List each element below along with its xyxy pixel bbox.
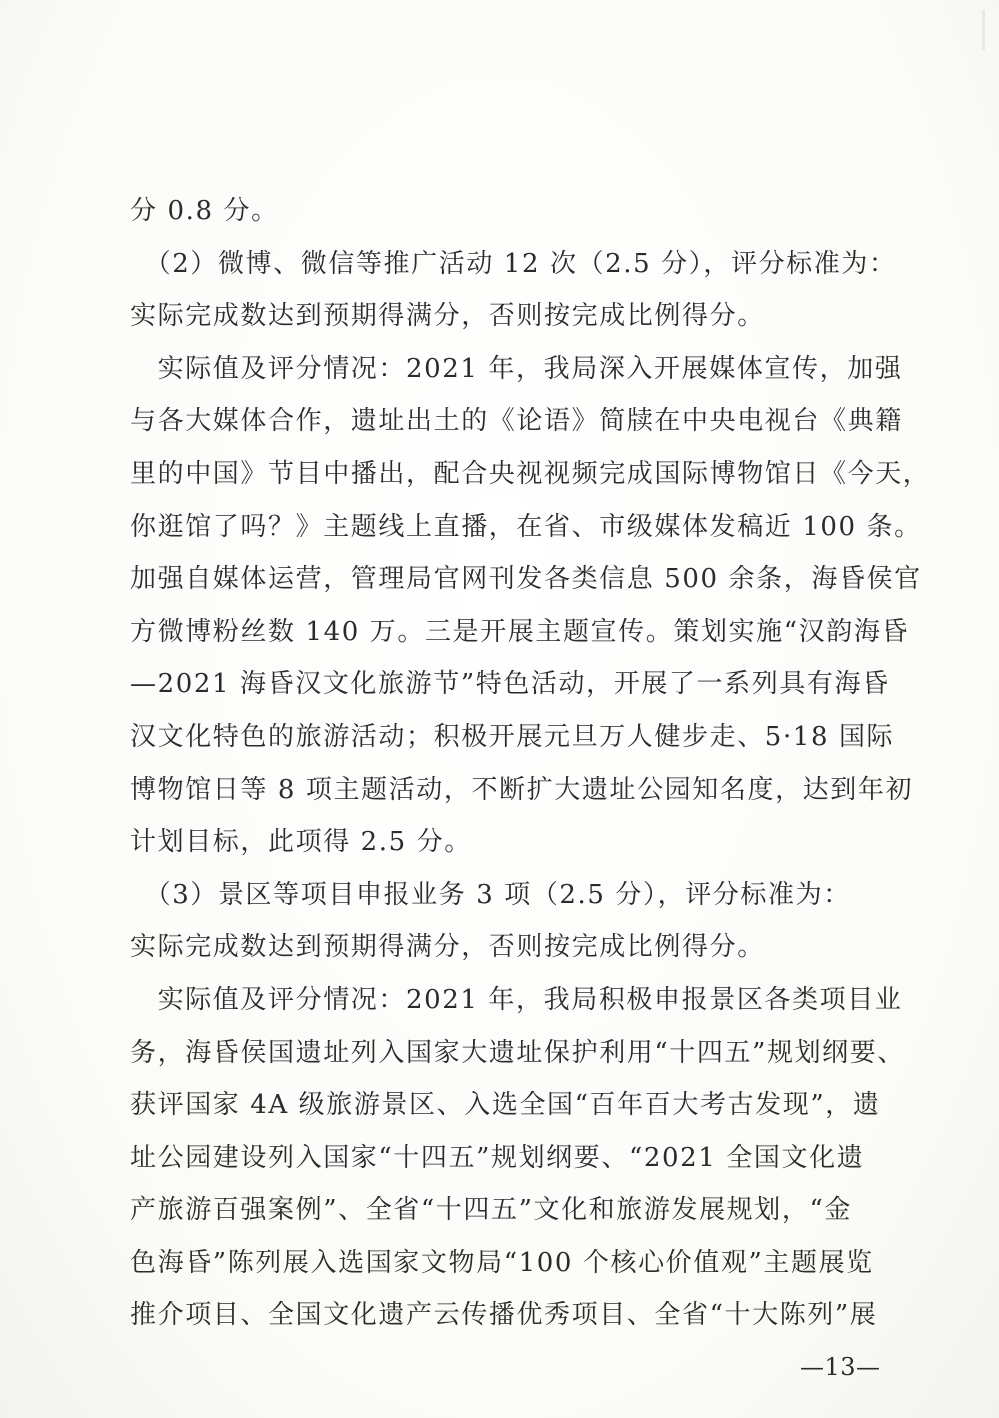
text-line: 址公园建设列入国家“十四五”规划纲要、“2021 全国文化遗: [130, 1142, 865, 1173]
text-line: 色海昏”陈列展入选国家文物局“100 个核心价值观”主题展览: [130, 1247, 874, 1278]
text-line: 博物馆日等 8 项主题活动，不断扩大遗址公园知名度，达到年初: [130, 774, 914, 805]
text-line: （3）景区等项目申报业务 3 项（2.5 分），评分标准为：: [130, 879, 851, 910]
text-line: 你逛馆了吗？》主题线上直播，在省、市级媒体发稿近 100 条。: [130, 511, 922, 542]
text-line: 分 0.8 分。: [130, 196, 279, 226]
text-line: （2）微博、微信等推广活动 12 次（2.5 分），评分标准为：: [130, 248, 897, 279]
text-line: 计划目标，此项得 2.5 分。: [130, 827, 472, 858]
text-line: —2021 海昏汉文化旅游节”特色活动，开展了一系列具有海昏: [130, 669, 890, 700]
text-line: 实际完成数达到预期得满分，否则按完成比例得分。: [130, 932, 765, 963]
text-line: 实际值及评分情况：2021 年，我局深入开展媒体宣传，加强: [130, 353, 903, 384]
text-line: 加强自媒体运营，管理局官网刊发各类信息 500 余条，海昏侯官: [130, 564, 922, 595]
text-line: 实际值及评分情况：2021 年，我局积极申报景区各类项目业: [130, 984, 903, 1015]
text-line: 获评国家 4A 级旅游景区、入选全国“百年百大考古发现”，遗: [130, 1090, 881, 1121]
text-line: 务，海昏侯国遗址列入国家大遗址保护利用“十四五”规划纲要、: [130, 1037, 905, 1068]
text-line: 汉文化特色的旅游活动；积极开展元旦万人健步走、5·18 国际: [130, 721, 895, 752]
text-line: 里的中国》节目中播出，配合央视视频完成国际博物馆日《今天，: [130, 458, 931, 489]
text-line: 方微博粉丝数 140 万。三是开展主题宣传。策划实施“汉韵海昏: [130, 616, 910, 647]
scan-edge-mark: [964, 10, 985, 50]
page-number: —13—: [800, 1353, 881, 1381]
body-text: [130, 185, 931, 1342]
text-line: 推介项目、全国文化遗产云传播优秀项目、全省“十大陈列”展: [130, 1300, 878, 1331]
text-line: 实际完成数达到预期得满分，否则按完成比例得分。: [130, 301, 765, 332]
text-line: 产旅游百强案例”、全省“十四五”文化和旅游发展规划，“金: [130, 1195, 852, 1226]
text-line: 与各大媒体合作，遗址出土的《论语》简牍在中央电视台《典籍: [130, 406, 903, 437]
